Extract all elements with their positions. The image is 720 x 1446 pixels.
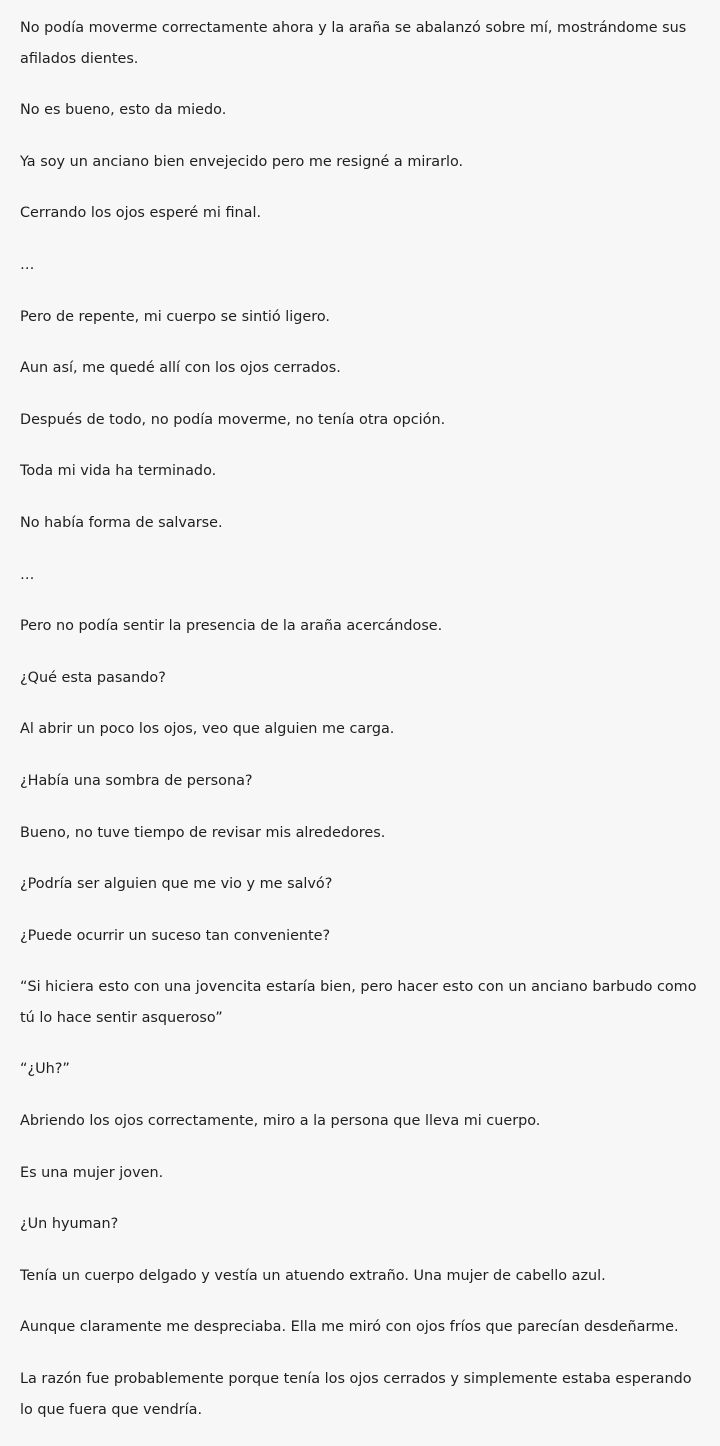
- paragraph: Al abrir un poco los ojos, veo que alguien me carga.: [20, 721, 395, 738]
- paragraph: Tenía un cuerpo delgado y vestía un atuendo extraño. Una mujer de cabello azul.: [20, 1267, 606, 1284]
- paragraph: ¿Un hyuman?: [20, 1216, 119, 1233]
- paragraph: Es una mujer joven.: [20, 1164, 164, 1181]
- paragraph: No había forma de salvarse.: [20, 514, 223, 531]
- paragraph: Aun así, me quedé allí con los ojos cerrados.: [20, 360, 341, 377]
- paragraph: ¿Había una sombra de persona?: [20, 772, 253, 789]
- paragraph: La razón fue probablemente porque tenía los ojos cerrados y simplemente estaba esperando lo que fuera que vendría.: [20, 1371, 692, 1418]
- paragraph: ¿Podría ser alguien que me vio y me salvó?: [20, 876, 333, 893]
- paragraph: Toda mi vida ha terminado.: [20, 463, 217, 480]
- paragraph: Ya soy un anciano bien envejecido pero me resigné a mirarlo.: [20, 153, 464, 170]
- paragraph: Abriendo los ojos correctamente, miro a la persona que lleva mi cuerpo.: [20, 1113, 541, 1130]
- paragraph: Pero de repente, mi cuerpo se sintió ligero.: [20, 308, 330, 325]
- paragraph: ¿Puede ocurrir un suceso tan conveniente?: [20, 927, 331, 944]
- paragraph: Después de todo, no podía moverme, no tenía otra opción.: [20, 411, 446, 428]
- paragraph: Cerrando los ojos esperé mi final.: [20, 205, 262, 222]
- paragraph-ellipsis: …: [20, 566, 35, 583]
- paragraph-dialogue: “Si hiciera esto con una jovencita estaría bien, pero hacer esto con un anciano barbudo como tú lo hace sentir asqueroso”: [20, 979, 697, 1026]
- paragraph-ellipsis: …: [20, 256, 35, 273]
- paragraph: No podía moverme correctamente ahora y la araña se abalanzó sobre mí, mostrándome sus afilados dientes.: [20, 20, 687, 67]
- paragraph: Pero no podía sentir la presencia de la araña acercándose.: [20, 618, 443, 635]
- paragraph: No es bueno, esto da miedo.: [20, 102, 227, 119]
- paragraph: Bueno, no tuve tiempo de revisar mis alrededores.: [20, 824, 386, 841]
- chapter-text: [20, 13, 700, 1446]
- paragraph: ¿Qué esta pasando?: [20, 669, 166, 686]
- paragraph-dialogue: “¿Uh?”: [20, 1061, 70, 1078]
- paragraph: Aunque claramente me despreciaba. Ella me miró con ojos fríos que parecían desdeñarme.: [20, 1319, 679, 1336]
